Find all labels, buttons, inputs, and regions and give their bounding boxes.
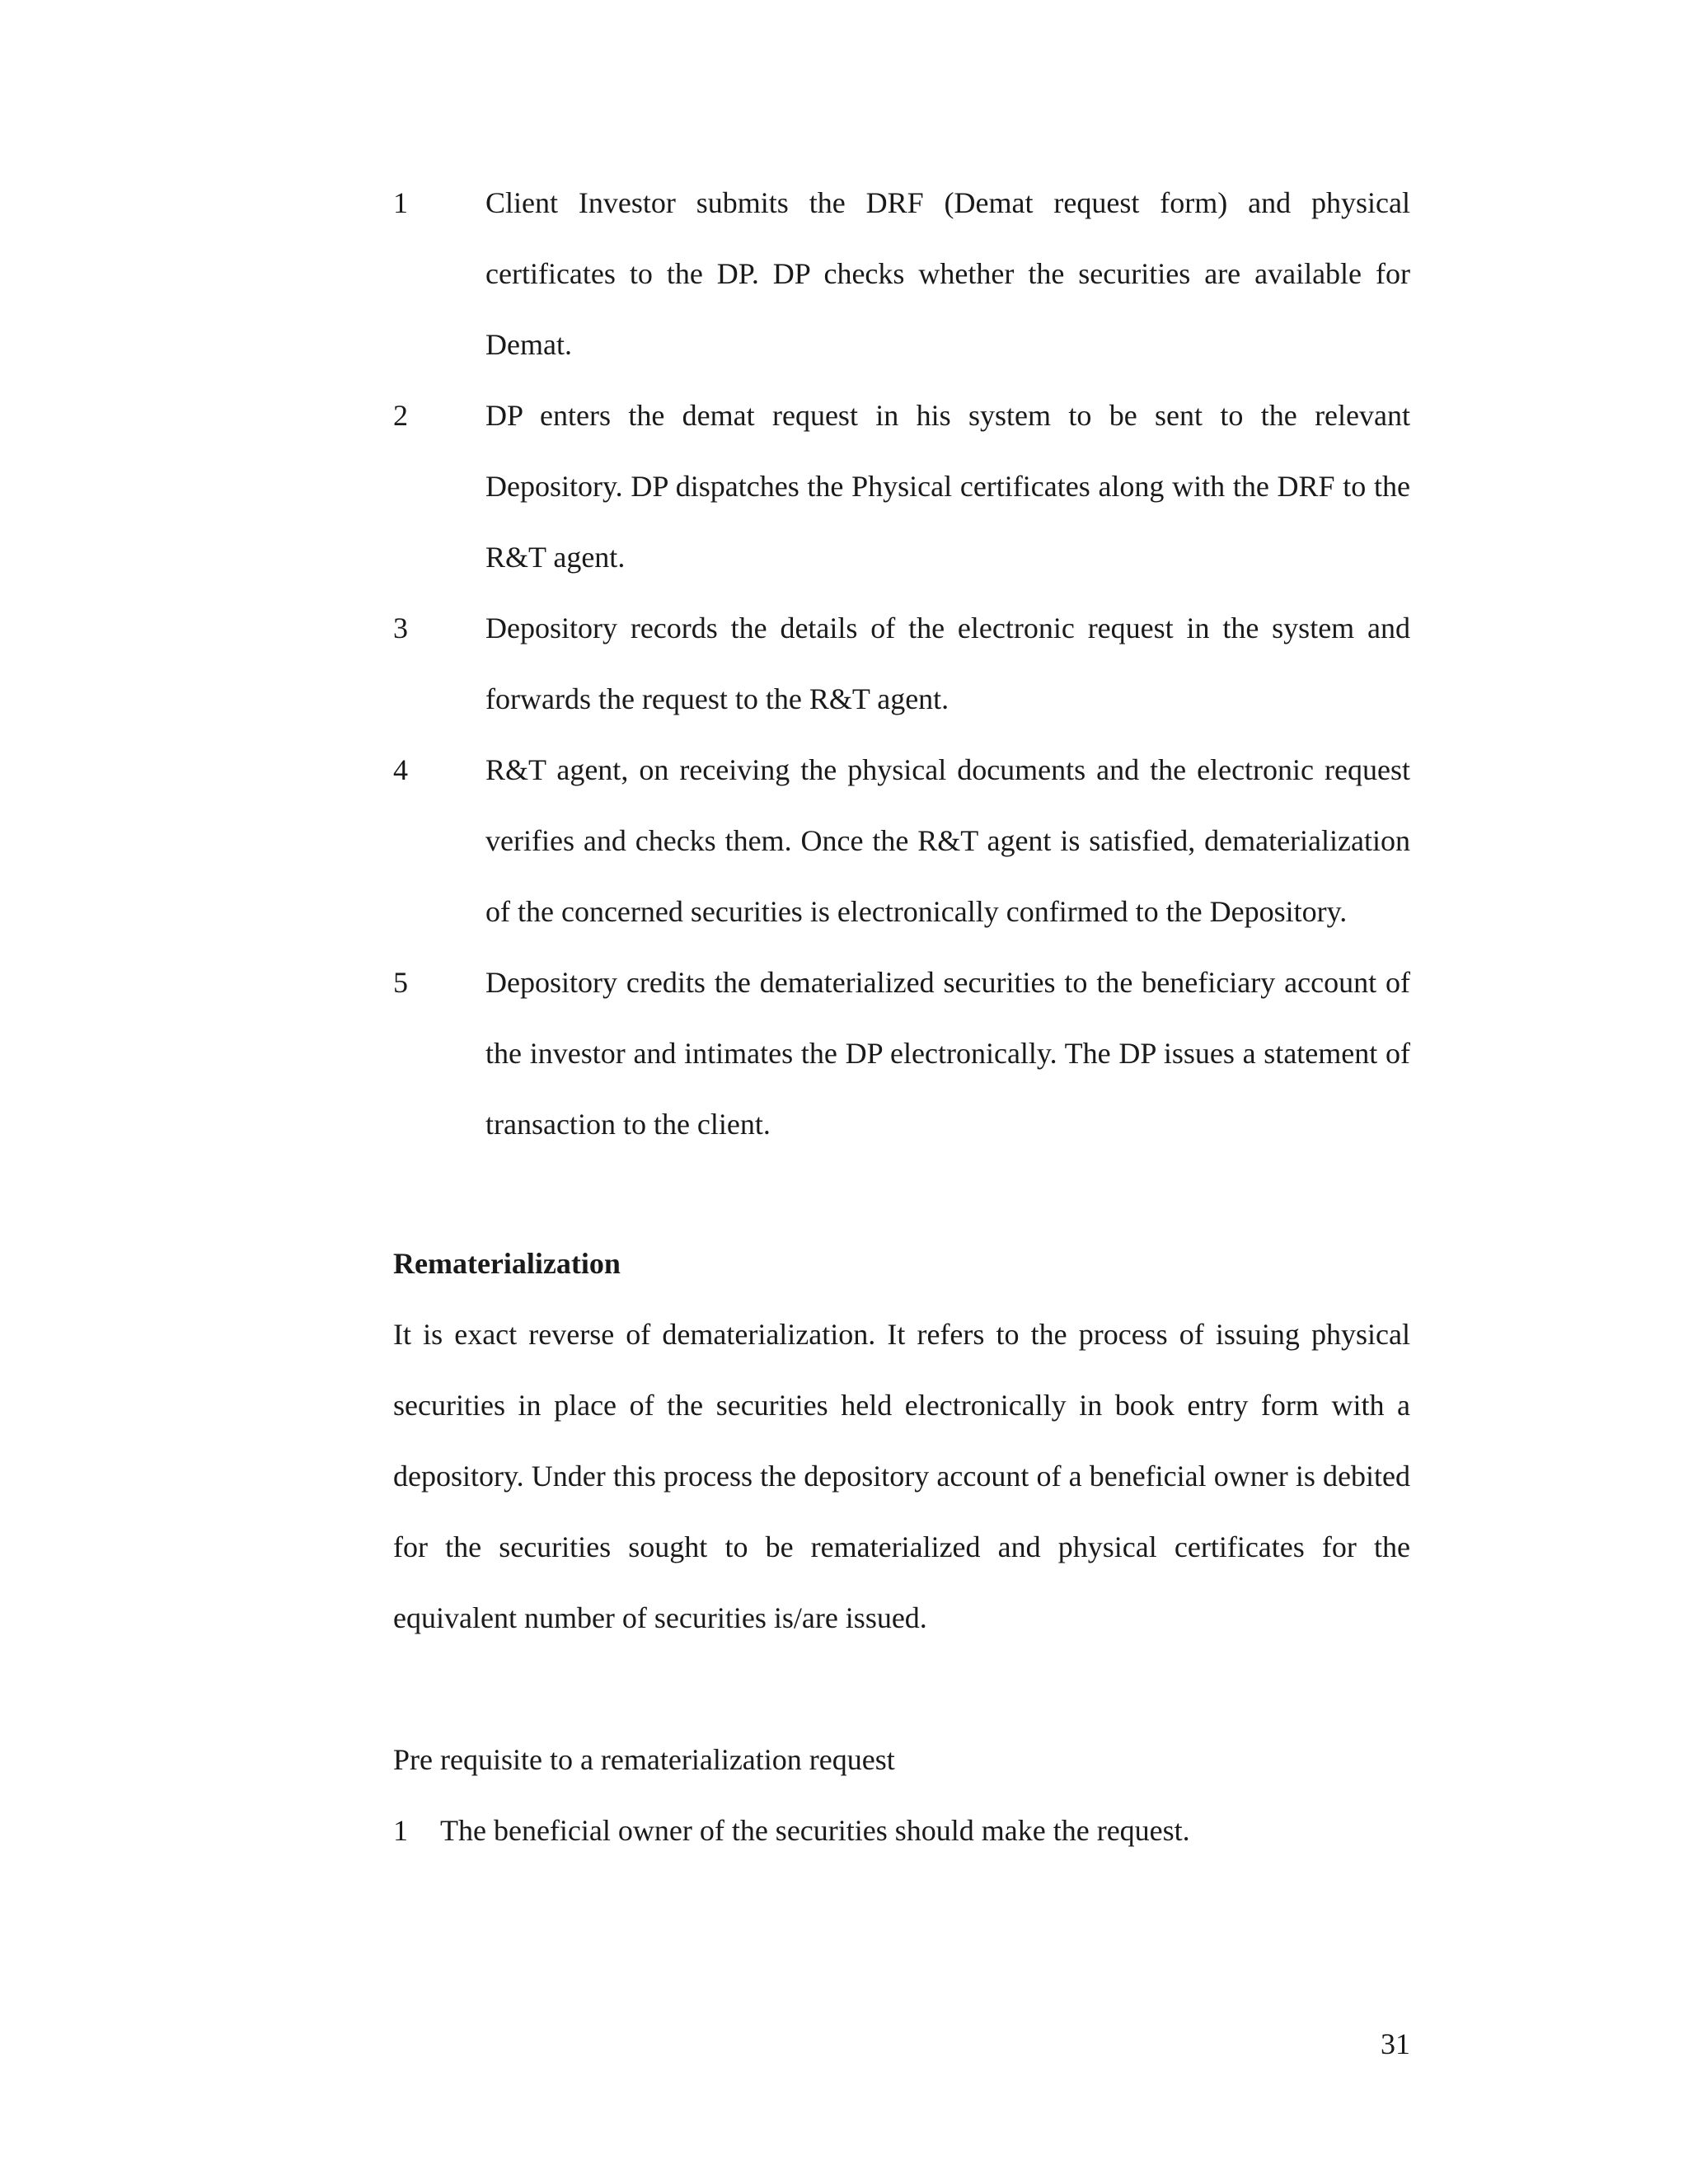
step-text: Depository records the details of the electronic request in the system and forwards the request to the R&T agent. — [485, 612, 1410, 715]
step-number: 4 — [393, 753, 408, 786]
step-number: 5 — [393, 966, 408, 999]
section-heading: Rematerialization — [393, 1247, 621, 1280]
step-item — [393, 167, 1410, 380]
step-text: Client Investor submits the DRF (Demat request form) and physical certificates to the DP. DP checks whether the securities are available for Demat. — [485, 186, 1410, 361]
step-number: 1 — [393, 186, 408, 219]
prerequisite-title: Pre requisite to a rematerialization request — [393, 1743, 895, 1776]
rematerialization-section — [393, 1228, 1410, 1866]
prerequisite-item — [393, 1795, 1410, 1866]
step-item — [393, 734, 1410, 947]
step-text: R&T agent, on receiving the physical documents and the electronic request verifies and checks them. Once the R&T agent is satisfied, dematerialization of the concerned securities is electronically confirmed to the Depository. — [485, 753, 1410, 928]
page-number: 31 — [1381, 2027, 1410, 2060]
step-item — [393, 947, 1410, 1160]
step-number: 2 — [393, 399, 408, 432]
section-paragraph: It is exact reverse of dematerialization. It refers to the process of issuing physical securities in place of the securities held electronically in book entry form with a depository. Under this process the depository account of a beneficial owner is debited for the securities sought to be rematerialized and physical certificates for the equivalent number of securities is/are issued. — [393, 1318, 1410, 1634]
step-item — [393, 593, 1410, 734]
prerequisite-text: The beneficial owner of the securities should make the request. — [440, 1814, 1190, 1847]
step-text: DP enters the demat request in his system to be sent to the relevant Depository. DP dispatches the Physical certificates along with the DRF to the R&T agent. — [485, 399, 1410, 574]
step-number: 3 — [393, 612, 408, 644]
step-text: Depository credits the dematerialized securities to the beneficiary account of the investor and intimates the DP electronically. The DP issues a statement of transaction to the client. — [485, 966, 1410, 1141]
prerequisite-number: 1 — [393, 1814, 408, 1847]
demat-steps-list — [393, 167, 1410, 1160]
blank-line — [393, 1653, 1410, 1724]
step-item — [393, 380, 1410, 593]
